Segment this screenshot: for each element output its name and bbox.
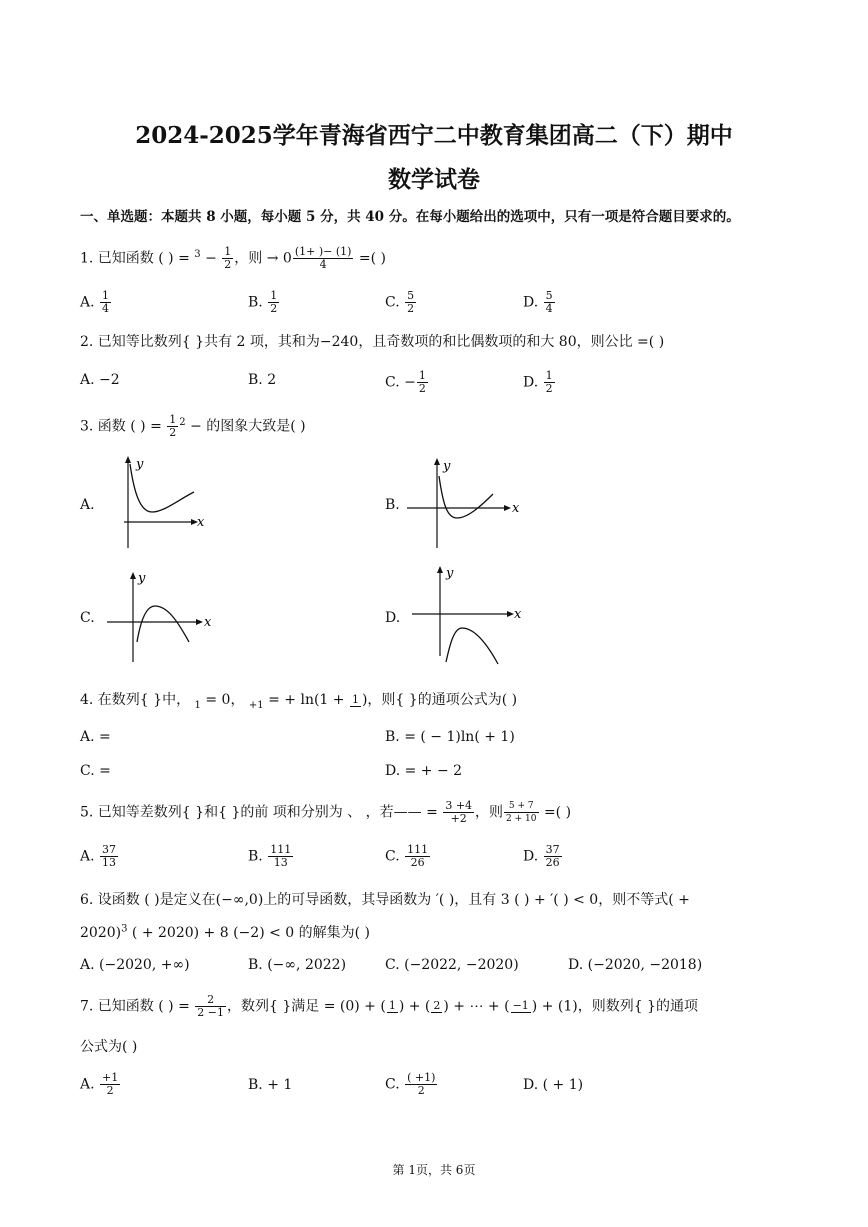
svg-text:x: x xyxy=(197,515,205,530)
q1-option-d[interactable]: D. $\frac{5}{4}$ xyxy=(523,289,553,315)
exam-title-line2: 数学试卷 xyxy=(388,166,480,193)
q7-option-c[interactable]: C. $\frac{( +1)}{2}$ xyxy=(385,1071,436,1097)
q1-minus: − xyxy=(200,250,222,267)
q3-graph-a xyxy=(112,452,212,552)
q4-option-b[interactable]: B. = ( − 1)ln( + 1) xyxy=(385,729,515,745)
q3-graph-d xyxy=(410,564,530,666)
svg-text:y: y xyxy=(136,457,144,472)
q2-option-b[interactable]: B. 2 xyxy=(248,372,277,388)
q2-option-c[interactable]: C. − $\frac{1}{2}$ xyxy=(385,369,426,395)
q5-option-c[interactable]: C. $\frac{111}{26}$ xyxy=(385,843,429,869)
q1-answer-blank: =( ) xyxy=(354,250,386,267)
q2-option-a[interactable]: A. −2 xyxy=(80,372,120,388)
svg-text:x: x xyxy=(204,615,212,630)
q2-option-d[interactable]: D. $\frac{1}{2}$ xyxy=(523,369,553,395)
q5-option-b[interactable]: B. $\frac{111}{13}$ xyxy=(248,843,292,869)
q3-option-d[interactable]: D. xyxy=(385,610,401,626)
q1-exponent: 3 xyxy=(194,248,201,260)
svg-text:y: y xyxy=(446,566,454,581)
svg-text:y: y xyxy=(443,459,451,474)
question-3: 3. 函数 ( ) = $\frac{1}{2}$ $^2$ − 的图象大致是( ) xyxy=(80,413,306,439)
q7-option-d[interactable]: D. ( + 1) xyxy=(523,1077,584,1093)
q1-option-b[interactable]: B. $\frac{1}{2}$ xyxy=(248,289,278,315)
question-4: 4. 在数列{ }中， $_1$ = 0， $_{+1}$ = + ln(1 + 1 )，则{ }的通项公式为( ) xyxy=(80,692,518,711)
svg-text:y: y xyxy=(138,571,146,586)
svg-text:x: x xyxy=(514,607,522,622)
question-5: 5. 已知等差数列{ }和{ }的前 项和分别为 、 ，若—— = $\frac{3 +4}{+2}$ ，则 $\frac{5 + 7}{2 + 10}$ =( ) xyxy=(80,799,572,825)
svg-text:x: x xyxy=(512,501,520,516)
q1-text: 1. 已知函数 ( ) = xyxy=(80,250,195,267)
q6-option-a[interactable]: A. (−2020, +∞) xyxy=(80,957,190,973)
q6-option-c[interactable]: C. (−2022, −2020) xyxy=(385,957,519,973)
q1-fraction-1: $\frac{1}{2}$ xyxy=(224,245,232,271)
question-2: 2. 已知等比数列{ }共有 2 项，其和为−240，且奇数项的和比偶数项的和大 80，则公比 =( ) xyxy=(80,334,665,350)
q3-option-b[interactable]: B. xyxy=(385,497,400,513)
q1-option-c[interactable]: C. $\frac{5}{2}$ xyxy=(385,289,415,315)
q3-option-c[interactable]: C. xyxy=(80,610,95,626)
page-footer: 第 1页，共 6页 xyxy=(392,1163,476,1177)
q4-option-c[interactable]: C. = xyxy=(80,763,111,779)
q5-option-d[interactable]: D. $\frac{37}{26}$ xyxy=(523,843,560,869)
q1-fraction-2: $\frac{(1+ )- (1)}{4}$ xyxy=(294,245,352,271)
q4-option-d[interactable]: D. = + − 2 xyxy=(385,763,463,779)
question-6-line-2: 2020)$^3$ ( + 2020) + 8 (−2) < 0 的解集为( ) xyxy=(80,923,371,941)
q7-option-b[interactable]: B. + 1 xyxy=(248,1077,293,1093)
question-6-line-1: 6. 设函数 ( )是定义在(−∞,0)上的可导函数，其导函数为 ′( )，且有 3 ( ) + ′( ) < 0，则不等式( + xyxy=(80,892,690,908)
q1-limit: ，则 → 0 xyxy=(234,250,292,267)
question-1 xyxy=(80,246,386,271)
question-7-line-2: 公式为( ) xyxy=(80,1039,138,1055)
q3-graph-b xyxy=(405,456,525,551)
q6-option-b[interactable]: B. (−∞, 2022) xyxy=(248,957,347,973)
q6-option-d[interactable]: D. (−2020, −2018) xyxy=(568,957,703,973)
q5-option-a[interactable]: A. $\frac{37}{13}$ xyxy=(80,843,117,869)
q7-option-a[interactable]: A. $\frac{+1}{2}$ xyxy=(80,1071,119,1097)
exam-title-line1: 2024-2025学年青海省西宁二中教育集团高二（下）期中 xyxy=(135,122,733,149)
q4-option-a[interactable]: A. = xyxy=(80,729,111,745)
q3-option-a[interactable]: A. xyxy=(80,497,95,513)
q3-graph-d-left xyxy=(105,570,220,665)
question-7: 7. 已知函数 ( ) = $\frac{2}{2 -1}$ ，数列{ }满足 = (0) + ( 1 ) + ( 2 ) + ⋯ + ( −1 ) + (1)，则数列{ }的通项 xyxy=(80,993,698,1019)
q1-option-a[interactable]: A. $\frac{1}{4}$ xyxy=(80,289,110,315)
section-heading: 一、单选题：本题共 8 小题，每小题 5 分，共 40 分。在每小题给出的选项中，只有一项是符合题目要求的。 xyxy=(80,209,740,225)
